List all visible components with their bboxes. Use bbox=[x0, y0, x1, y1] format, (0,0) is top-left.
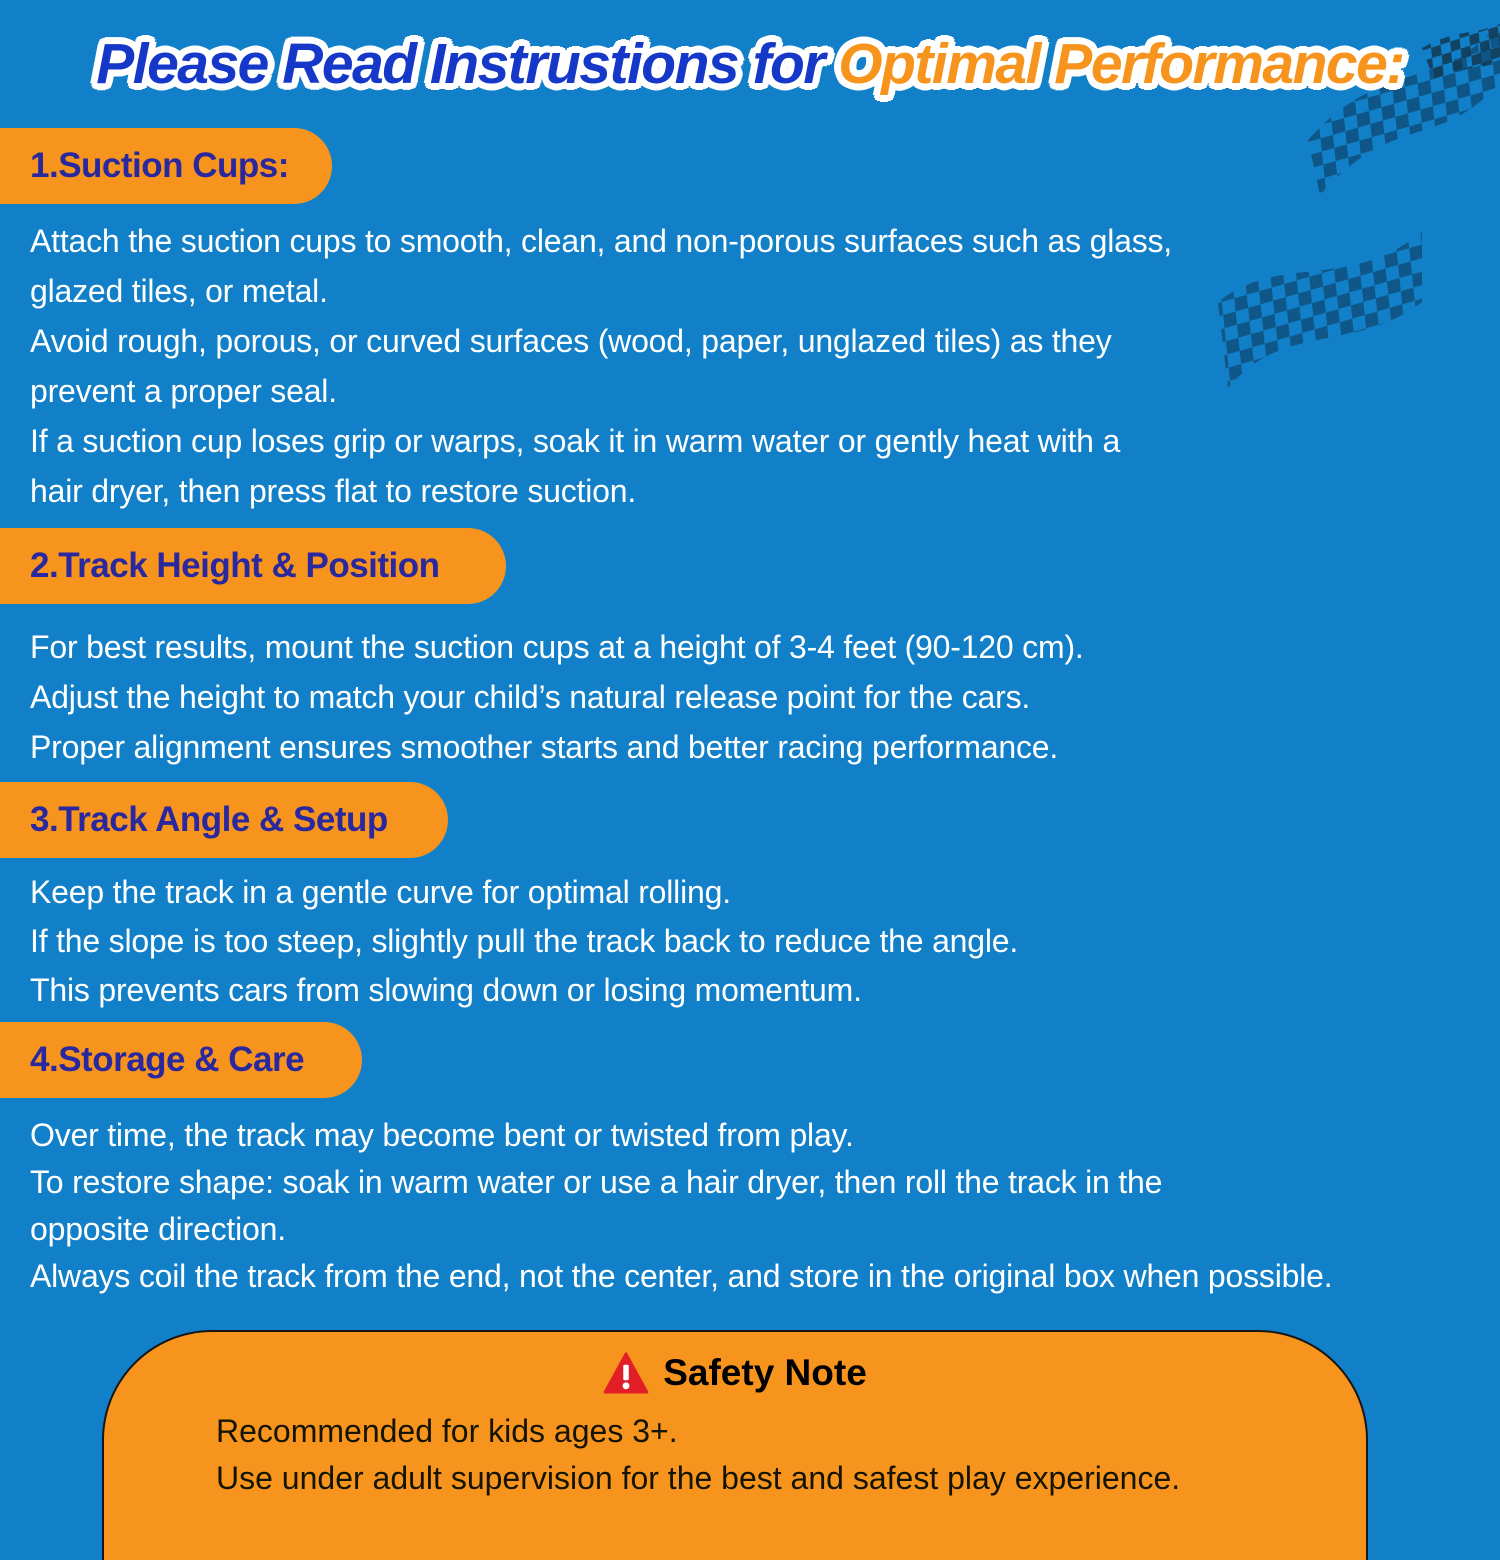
text-line: Adjust the height to match your child’s natural release point for the cars. bbox=[30, 679, 1031, 715]
section-4-heading: 4.Storage & Care bbox=[30, 1040, 305, 1079]
text-line: Use under adult supervision for the best and safest play experience. bbox=[216, 1460, 1181, 1496]
section-1-heading-pill bbox=[0, 128, 332, 204]
text-line: Recommended for kids ages 3+. bbox=[216, 1413, 678, 1449]
safety-note-header bbox=[104, 1352, 1366, 1394]
text-line: To restore shape: soak in warm water or use a hair dryer, then roll the track in the bbox=[30, 1164, 1163, 1200]
text-line: Attach the suction cups to smooth, clean, and non-porous surfaces such as glass, bbox=[30, 223, 1172, 259]
text-line: Avoid rough, porous, or curved surfaces (wood, paper, unglazed tiles) as they bbox=[30, 323, 1112, 359]
text-line: For best results, mount the suction cups at a height of 3-4 feet (90-120 cm). bbox=[30, 629, 1084, 665]
section-3-text bbox=[30, 868, 1494, 1015]
text-line: Always coil the track from the end, not the center, and store in the original box when possible. bbox=[30, 1258, 1333, 1294]
text-line: hair dryer, then press flat to restore suction. bbox=[30, 473, 637, 509]
section-2-heading-pill bbox=[0, 528, 506, 604]
safety-note-title: Safety Note bbox=[663, 1352, 867, 1393]
section-3-heading: 3.Track Angle & Setup bbox=[30, 800, 388, 839]
safety-note-text bbox=[104, 1408, 1366, 1502]
text-line: opposite direction. bbox=[30, 1211, 286, 1247]
page-title bbox=[0, 24, 1500, 104]
text-line: prevent a proper seal. bbox=[30, 373, 337, 409]
safety-note-box bbox=[102, 1330, 1368, 1560]
title-main-text: Please Read Instrustions for bbox=[96, 32, 839, 96]
warning-triangle-icon bbox=[603, 1352, 649, 1394]
text-line: Proper alignment ensures smoother starts and better racing performance. bbox=[30, 729, 1059, 765]
section-4-text bbox=[30, 1112, 1494, 1300]
text-line: Keep the track in a gentle curve for optimal rolling. bbox=[30, 874, 731, 910]
text-line: glazed tiles, or metal. bbox=[30, 273, 328, 309]
section-2-text bbox=[30, 622, 1494, 772]
text-line: If a suction cup loses grip or warps, soak it in warm water or gently heat with a bbox=[30, 423, 1121, 459]
section-1-heading: 1.Suction Cups: bbox=[30, 146, 289, 185]
text-line: Over time, the track may become bent or twisted from play. bbox=[30, 1117, 854, 1153]
title-accent-text: Optimal Performance: bbox=[838, 32, 1404, 96]
section-4-heading-pill bbox=[0, 1022, 362, 1098]
section-2-heading: 2.Track Height & Position bbox=[30, 546, 440, 585]
text-line: This prevents cars from slowing down or losing momentum. bbox=[30, 972, 862, 1008]
section-1-text bbox=[30, 216, 1494, 516]
text-line: If the slope is too steep, slightly pull the track back to reduce the angle. bbox=[30, 923, 1019, 959]
section-3-heading-pill bbox=[0, 782, 448, 858]
